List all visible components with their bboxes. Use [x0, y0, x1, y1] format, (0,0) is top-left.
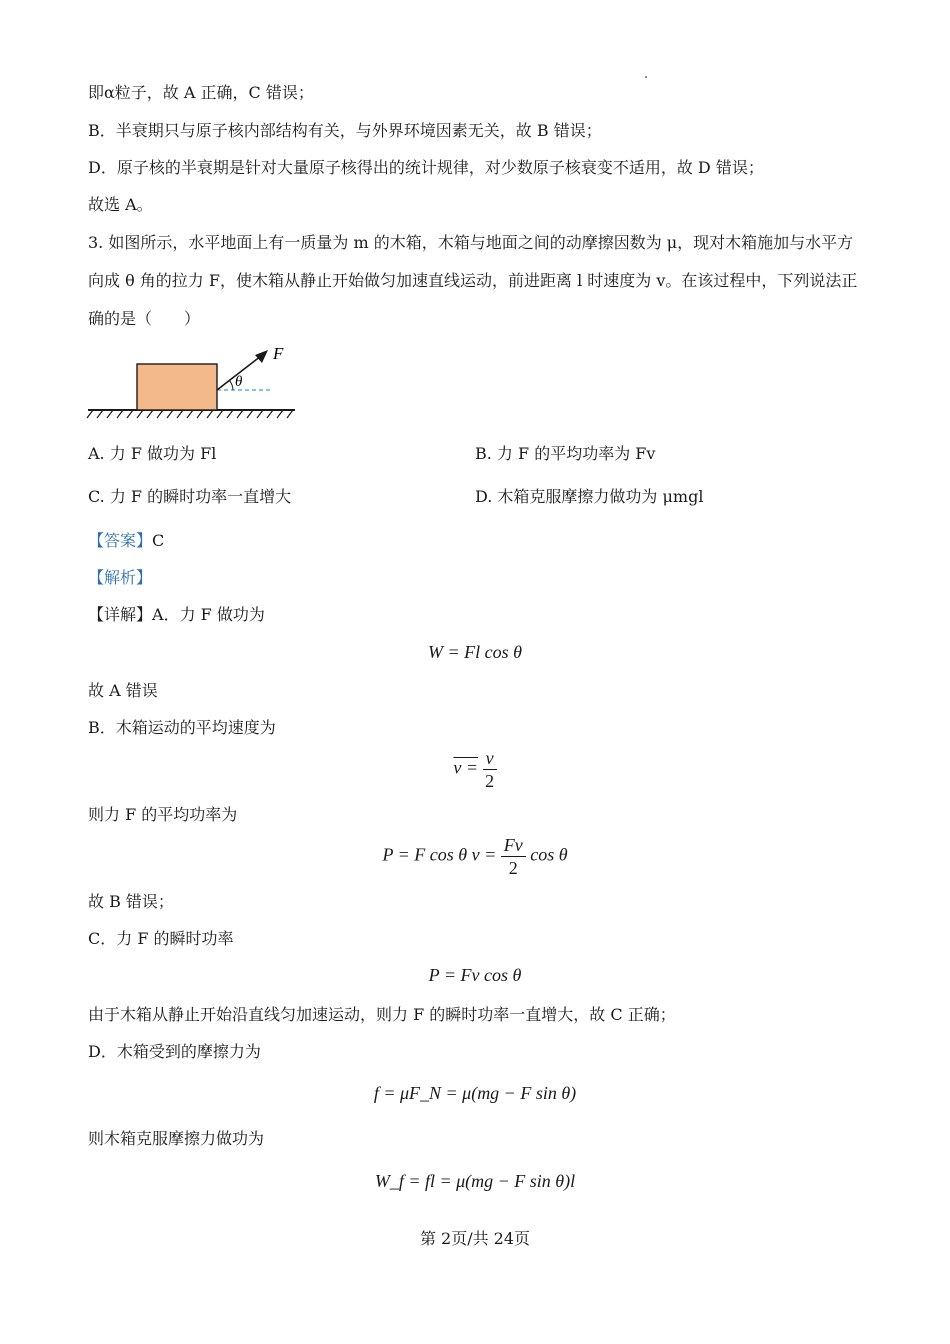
eq2-num: v: [483, 747, 497, 770]
page-footer: 第 2页/共 24页: [419, 1229, 531, 1248]
ground-hatching: [87, 410, 293, 418]
answer-line: [88, 530, 164, 552]
force-label: F: [273, 344, 284, 363]
question-3-text: 3. 如图所示，水平地面上有一质量为 m 的木箱，木箱与地面之间的动摩擦因数为 μ，现对木箱施加与水平方向成 θ 角的拉力 F，使木箱从静止开始做匀加速直线运动，前进距离 l 时速度为 v。在该过程中，下列说法正确的是（ ）: [88, 233, 858, 328]
answer-tag: 【答案】: [88, 531, 153, 550]
text-d-intro: D．木箱受到的摩擦力为: [88, 1042, 261, 1061]
eq3-den: 2: [508, 858, 518, 878]
answer-value: C: [152, 531, 165, 550]
option-a: A. 力 F 做功为 Fl: [88, 444, 217, 463]
stray-dot: [645, 76, 647, 78]
detail-tag: 【详解】: [88, 605, 153, 624]
option-b: B. 力 F 的平均功率为 Fv: [475, 444, 656, 463]
analysis-line: [88, 567, 152, 589]
angle-label: θ: [235, 374, 243, 390]
eq3-fraction: [501, 834, 526, 879]
eq3-num: Fv: [501, 834, 526, 857]
equation-work: W = Fl cos θ: [428, 642, 522, 662]
eq3-right: cos θ: [530, 844, 568, 865]
eq3-left: P = F cos θ v =: [382, 844, 497, 865]
text-line-3: D．原子核的半衰期是针对大量原子核得出的统计规律，对少数原子核衰变不适用，故 D 错误；: [88, 158, 764, 177]
equation-friction: f = μF_N = μ(mg − F sin θ): [373, 1083, 577, 1103]
text-a-conclusion: 故 A 错误: [88, 681, 158, 700]
question-figure: [85, 340, 300, 426]
equation-friction-work: W_f = fl = μ(mg − F sin θ)l: [374, 1171, 576, 1191]
text-d-mid: 则木箱克服摩擦力做功为: [88, 1129, 265, 1148]
text-c-intro: C．力 F 的瞬时功率: [88, 929, 234, 948]
text-line-2: B．半衰期只与原子核内部结构有关，与外界环境因素无关，故 B 错误；: [88, 121, 602, 140]
text-b-mid: 则力 F 的平均功率为: [88, 805, 238, 824]
option-d: D. 木箱克服摩擦力做功为 μmgl: [475, 487, 704, 506]
analysis-tag: 【解析】: [88, 568, 153, 587]
equation-average-velocity: [0, 747, 950, 792]
text-c-conclusion: 由于木箱从静止开始沿直线匀加速运动，则力 F 的瞬时功率一直增大，故 C 正确；: [88, 1005, 676, 1024]
option-c: C. 力 F 的瞬时功率一直增大: [88, 487, 292, 506]
angle-arc: [229, 380, 233, 390]
eq2-left: v =: [453, 757, 479, 778]
detail-a-intro: A．力 F 做功为: [152, 605, 265, 624]
text-line-1: 即α粒子，故 A 正确，C 错误；: [88, 83, 314, 102]
wooden-box: [137, 364, 217, 410]
eq2-fraction: [483, 747, 497, 792]
force-arrow-head: [255, 350, 268, 363]
text-line-4: 故选 A。: [88, 195, 153, 214]
detail-line: [88, 604, 265, 626]
text-b-intro: B．木箱运动的平均速度为: [88, 718, 276, 737]
equation-instant-power: P = Fv cos θ: [428, 965, 522, 985]
equation-average-power: [0, 834, 950, 879]
text-b-conclusion: 故 B 错误；: [88, 892, 174, 911]
eq2-den: 2: [485, 771, 495, 791]
